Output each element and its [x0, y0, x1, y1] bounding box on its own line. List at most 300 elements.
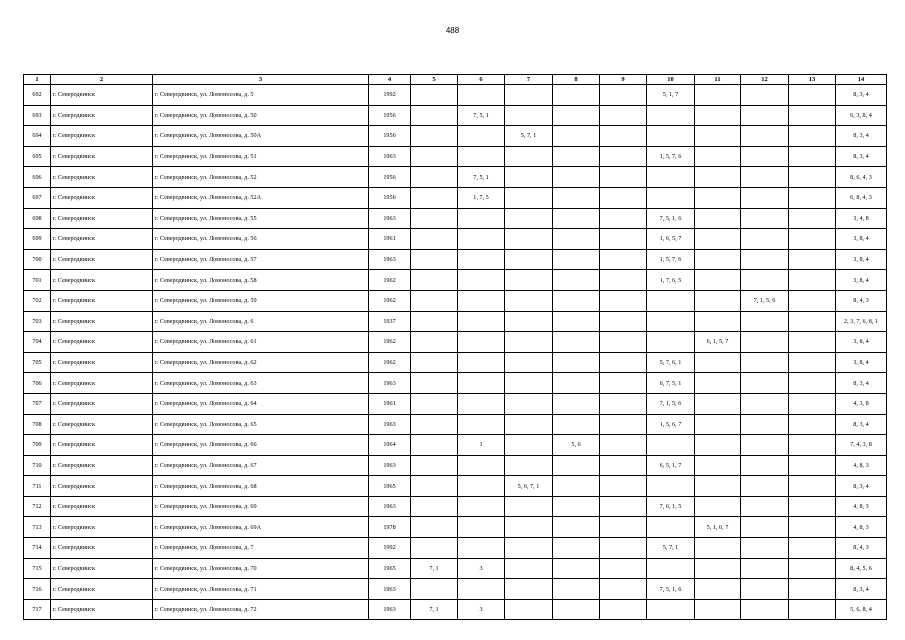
cell-col-7: [505, 558, 553, 579]
cell-col-13: [789, 311, 836, 332]
cell-col-11: [695, 167, 741, 188]
cell-address: г. Северодвинск, ул. Ломоносова, д. 72: [153, 599, 369, 620]
cell-year: 1962: [369, 270, 411, 291]
cell-col-14: 6, 8, 4, 3: [836, 187, 887, 208]
cell-row-number: 697: [24, 187, 51, 208]
cell-address: г. Северодвинск, ул. Ломоносова, д. 6: [153, 311, 369, 332]
cell-address: г. Северодвинск, ул. Ломоносова, д. 5: [153, 85, 369, 106]
cell-col-12: [741, 270, 789, 291]
cell-col-7: [505, 435, 553, 456]
cell-col-13: [789, 270, 836, 291]
table-row: [24, 476, 887, 497]
cell-year: 1992: [369, 85, 411, 106]
cell-col-14: 3, 8, 4: [836, 229, 887, 250]
cell-col-8: [553, 517, 600, 538]
cell-col-8: [553, 85, 600, 106]
cell-row-number: 714: [24, 538, 51, 559]
cell-col-6: [458, 290, 505, 311]
cell-col-10: 1, 5, 7, 6: [647, 249, 695, 270]
cell-col-9: [600, 538, 647, 559]
cell-col-13: [789, 332, 836, 353]
cell-col-6: [458, 270, 505, 291]
cell-col-14: 3, 4, 8: [836, 208, 887, 229]
cell-col-14: 2, 3, 7, 6, 8, 1: [836, 311, 887, 332]
cell-address: г. Северодвинск, ул. Ломоносова, д. 58: [153, 270, 369, 291]
cell-col-11: 5, 1, 6, 7: [695, 517, 741, 538]
cell-col-7: [505, 229, 553, 250]
cell-col-5: [411, 270, 458, 291]
cell-col-7: [505, 393, 553, 414]
cell-col-13: [789, 290, 836, 311]
cell-col-5: [411, 146, 458, 167]
table-row: [24, 208, 887, 229]
table-row: [24, 435, 887, 456]
cell-col-11: [695, 208, 741, 229]
cell-col-12: [741, 393, 789, 414]
cell-year: 1956: [369, 167, 411, 188]
cell-year: 1956: [369, 105, 411, 126]
cell-col-6: 3: [458, 558, 505, 579]
cell-year: 1962: [369, 290, 411, 311]
cell-col-13: [789, 517, 836, 538]
cell-col-12: [741, 105, 789, 126]
cell-col-5: [411, 187, 458, 208]
cell-year: 1965: [369, 476, 411, 497]
cell-col-8: [553, 187, 600, 208]
cell-col-8: [553, 476, 600, 497]
cell-row-number: 715: [24, 558, 51, 579]
address-register-table: [23, 74, 887, 620]
cell-col-6: [458, 249, 505, 270]
cell-city: г. Северодвинск: [51, 187, 153, 208]
cell-col-12: [741, 414, 789, 435]
cell-city: г. Северодвинск: [51, 167, 153, 188]
cell-col-14: 3, 8, 4: [836, 270, 887, 291]
cell-col-14: 3, 8, 4: [836, 352, 887, 373]
cell-col-8: [553, 311, 600, 332]
cell-col-6: 7, 5, 1: [458, 167, 505, 188]
cell-col-9: [600, 558, 647, 579]
cell-col-7: [505, 517, 553, 538]
cell-year: 1961: [369, 229, 411, 250]
cell-col-6: [458, 311, 505, 332]
cell-col-10: [647, 558, 695, 579]
cell-col-9: [600, 208, 647, 229]
cell-year: 1956: [369, 187, 411, 208]
cell-col-10: 5, 1, 7: [647, 85, 695, 106]
cell-city: г. Северодвинск: [51, 352, 153, 373]
cell-col-14: 8, 4, 5, 6: [836, 558, 887, 579]
cell-col-14: 8, 3, 4: [836, 476, 887, 497]
cell-col-9: [600, 373, 647, 394]
cell-col-6: [458, 332, 505, 353]
cell-col-6: [458, 579, 505, 600]
cell-col-5: [411, 311, 458, 332]
cell-col-5: [411, 455, 458, 476]
table-row: [24, 105, 887, 126]
cell-col-11: [695, 352, 741, 373]
cell-col-11: [695, 126, 741, 147]
cell-city: г. Северодвинск: [51, 579, 153, 600]
cell-col-14: 4, 8, 3: [836, 517, 887, 538]
cell-col-11: [695, 538, 741, 559]
cell-col-9: [600, 311, 647, 332]
cell-col-11: [695, 599, 741, 620]
cell-row-number: 696: [24, 167, 51, 188]
cell-col-12: [741, 208, 789, 229]
table-row: [24, 126, 887, 147]
cell-col-6: [458, 496, 505, 517]
cell-col-13: [789, 146, 836, 167]
cell-col-14: 8, 4, 3: [836, 290, 887, 311]
cell-col-5: 7, 1: [411, 599, 458, 620]
cell-row-number: 709: [24, 435, 51, 456]
cell-year: 1961: [369, 393, 411, 414]
cell-col-9: [600, 579, 647, 600]
cell-col-11: [695, 85, 741, 106]
cell-col-7: 5, 6, 7, 1: [505, 476, 553, 497]
column-header-11: 11: [695, 75, 741, 85]
cell-col-12: [741, 167, 789, 188]
cell-year: 1937: [369, 311, 411, 332]
cell-col-14: 8, 3, 4: [836, 373, 887, 394]
cell-col-13: [789, 187, 836, 208]
cell-col-9: [600, 270, 647, 291]
cell-col-9: [600, 414, 647, 435]
cell-row-number: 705: [24, 352, 51, 373]
cell-col-10: [647, 476, 695, 497]
table-row: [24, 146, 887, 167]
cell-col-10: 1, 6, 5, 7: [647, 229, 695, 250]
cell-city: г. Северодвинск: [51, 455, 153, 476]
cell-col-11: [695, 414, 741, 435]
cell-col-8: [553, 373, 600, 394]
cell-col-9: [600, 290, 647, 311]
cell-col-8: [553, 538, 600, 559]
cell-col-10: 7, 6, 1, 5: [647, 496, 695, 517]
cell-row-number: 713: [24, 517, 51, 538]
cell-city: г. Северодвинск: [51, 435, 153, 456]
cell-address: г. Северодвинск, ул. Ломоносова, д. 57: [153, 249, 369, 270]
cell-year: 1963: [369, 496, 411, 517]
table-row: [24, 167, 887, 188]
cell-row-number: 701: [24, 270, 51, 291]
cell-col-12: [741, 332, 789, 353]
cell-col-9: [600, 496, 647, 517]
cell-address: г. Северодвинск, ул. Ломоносова, д. 7: [153, 538, 369, 559]
cell-col-9: [600, 599, 647, 620]
cell-col-7: [505, 311, 553, 332]
column-header-13: 13: [789, 75, 836, 85]
cell-col-14: 4, 8, 3: [836, 455, 887, 476]
cell-col-10: [647, 435, 695, 456]
table-row: [24, 311, 887, 332]
cell-col-10: 7, 5, 1, 6: [647, 579, 695, 600]
column-header-5: 5: [411, 75, 458, 85]
cell-col-10: [647, 311, 695, 332]
cell-col-6: [458, 146, 505, 167]
cell-row-number: 700: [24, 249, 51, 270]
cell-col-13: [789, 352, 836, 373]
cell-col-5: [411, 517, 458, 538]
cell-row-number: 699: [24, 229, 51, 250]
cell-col-8: 5, 6: [553, 435, 600, 456]
cell-col-5: 7, 1: [411, 558, 458, 579]
cell-col-6: 1, 7, 5: [458, 187, 505, 208]
cell-col-7: [505, 332, 553, 353]
table-row: [24, 579, 887, 600]
cell-col-9: [600, 352, 647, 373]
cell-col-5: [411, 167, 458, 188]
column-header-3: 3: [153, 75, 369, 85]
cell-col-12: [741, 373, 789, 394]
column-header-1: 1: [24, 75, 51, 85]
cell-col-5: [411, 249, 458, 270]
cell-col-12: [741, 249, 789, 270]
cell-col-9: [600, 126, 647, 147]
cell-address: г. Северодвинск, ул. Ломоносова, д. 55: [153, 208, 369, 229]
cell-address: г. Северодвинск, ул. Ломоносова, д. 61: [153, 332, 369, 353]
cell-col-5: [411, 229, 458, 250]
cell-col-7: [505, 352, 553, 373]
cell-col-7: [505, 373, 553, 394]
cell-col-13: [789, 435, 836, 456]
cell-col-13: [789, 373, 836, 394]
cell-col-13: [789, 579, 836, 600]
cell-address: г. Северодвинск, ул. Ломоносова, д. 70: [153, 558, 369, 579]
cell-col-9: [600, 455, 647, 476]
cell-col-12: [741, 146, 789, 167]
cell-col-8: [553, 496, 600, 517]
cell-col-8: [553, 249, 600, 270]
cell-col-11: 6, 1, 5, 7: [695, 332, 741, 353]
cell-col-11: [695, 187, 741, 208]
cell-col-7: [505, 290, 553, 311]
cell-col-13: [789, 126, 836, 147]
cell-year: 1992: [369, 538, 411, 559]
cell-col-5: [411, 85, 458, 106]
cell-city: г. Северодвинск: [51, 105, 153, 126]
cell-col-5: [411, 373, 458, 394]
cell-row-number: 703: [24, 311, 51, 332]
cell-col-6: [458, 455, 505, 476]
cell-city: г. Северодвинск: [51, 476, 153, 497]
cell-col-11: [695, 311, 741, 332]
cell-city: г. Северодвинск: [51, 126, 153, 147]
cell-col-13: [789, 229, 836, 250]
cell-col-9: [600, 476, 647, 497]
cell-col-14: 3, 8, 4: [836, 249, 887, 270]
column-header-7: 7: [505, 75, 553, 85]
cell-col-12: [741, 538, 789, 559]
cell-col-13: [789, 558, 836, 579]
cell-city: г. Северодвинск: [51, 517, 153, 538]
cell-col-13: [789, 105, 836, 126]
cell-col-11: [695, 270, 741, 291]
cell-row-number: 692: [24, 85, 51, 106]
cell-col-8: [553, 270, 600, 291]
cell-col-12: [741, 352, 789, 373]
cell-col-7: [505, 496, 553, 517]
cell-year: 1956: [369, 126, 411, 147]
cell-col-9: [600, 146, 647, 167]
cell-col-11: [695, 476, 741, 497]
cell-col-11: [695, 373, 741, 394]
cell-col-12: [741, 476, 789, 497]
cell-col-5: [411, 393, 458, 414]
cell-address: г. Северодвинск, ул. Ломоносова, д. 68: [153, 476, 369, 497]
table-row: [24, 270, 887, 291]
cell-address: г. Северодвинск, ул. Ломоносова, д. 63: [153, 373, 369, 394]
cell-col-10: [647, 290, 695, 311]
cell-col-8: [553, 208, 600, 229]
column-header-4: 4: [369, 75, 411, 85]
table-row: [24, 187, 887, 208]
cell-col-6: [458, 476, 505, 497]
cell-year: 1963: [369, 455, 411, 476]
table-row: [24, 290, 887, 311]
table-row: [24, 414, 887, 435]
cell-col-10: 5, 7, 6, 1: [647, 352, 695, 373]
cell-col-12: [741, 496, 789, 517]
cell-col-6: [458, 517, 505, 538]
cell-address: г. Северодвинск, ул. Ломоносова, д. 66: [153, 435, 369, 456]
cell-col-11: [695, 290, 741, 311]
cell-col-11: [695, 393, 741, 414]
cell-col-8: [553, 414, 600, 435]
cell-col-5: [411, 332, 458, 353]
table-row: [24, 352, 887, 373]
cell-col-8: [553, 599, 600, 620]
cell-col-10: 1, 5, 7, 6: [647, 146, 695, 167]
cell-col-9: [600, 517, 647, 538]
cell-col-7: [505, 208, 553, 229]
cell-col-14: 8, 3, 4: [836, 126, 887, 147]
cell-year: 1963: [369, 146, 411, 167]
cell-year: 1978: [369, 517, 411, 538]
cell-col-8: [553, 167, 600, 188]
cell-col-14: 7, 4, 3, 8: [836, 435, 887, 456]
cell-col-9: [600, 167, 647, 188]
cell-col-10: 1, 7, 6, 5: [647, 270, 695, 291]
cell-address: г. Северодвинск, ул. Ломоносова, д. 69А: [153, 517, 369, 538]
cell-col-7: [505, 167, 553, 188]
cell-city: г. Северодвинск: [51, 229, 153, 250]
cell-row-number: 717: [24, 599, 51, 620]
cell-row-number: 694: [24, 126, 51, 147]
cell-col-12: [741, 229, 789, 250]
cell-col-13: [789, 476, 836, 497]
table-row: [24, 517, 887, 538]
cell-col-13: [789, 167, 836, 188]
cell-col-6: [458, 126, 505, 147]
cell-row-number: 711: [24, 476, 51, 497]
cell-col-14: 5, 6, 8, 4: [836, 599, 887, 620]
column-header-10: 10: [647, 75, 695, 85]
cell-col-11: [695, 558, 741, 579]
cell-col-11: [695, 579, 741, 600]
cell-col-7: [505, 538, 553, 559]
table-row: [24, 558, 887, 579]
cell-col-12: [741, 435, 789, 456]
cell-row-number: 702: [24, 290, 51, 311]
cell-col-8: [553, 393, 600, 414]
cell-col-10: 7, 1, 5, 6: [647, 393, 695, 414]
cell-address: г. Северодвинск, ул. Ломоносова, д. 64: [153, 393, 369, 414]
cell-address: г. Северодвинск, ул. Ломоносова, д. 69: [153, 496, 369, 517]
table-row: [24, 249, 887, 270]
cell-col-9: [600, 249, 647, 270]
cell-col-12: [741, 126, 789, 147]
cell-city: г. Северодвинск: [51, 496, 153, 517]
cell-col-8: [553, 332, 600, 353]
cell-col-13: [789, 496, 836, 517]
cell-col-13: [789, 393, 836, 414]
cell-col-10: [647, 105, 695, 126]
table-row: [24, 599, 887, 620]
cell-col-14: 3, 8, 4: [836, 332, 887, 353]
cell-col-5: [411, 208, 458, 229]
cell-year: 1962: [369, 332, 411, 353]
cell-col-12: [741, 187, 789, 208]
cell-year: 1963: [369, 579, 411, 600]
cell-col-12: [741, 579, 789, 600]
cell-col-6: [458, 208, 505, 229]
column-header-9: 9: [600, 75, 647, 85]
cell-col-9: [600, 85, 647, 106]
cell-col-6: [458, 414, 505, 435]
cell-col-10: [647, 126, 695, 147]
cell-city: г. Северодвинск: [51, 373, 153, 394]
cell-col-11: [695, 435, 741, 456]
cell-col-13: [789, 538, 836, 559]
cell-row-number: 707: [24, 393, 51, 414]
cell-col-14: 8, 3, 4: [836, 146, 887, 167]
cell-col-14: 6, 3, 8, 4: [836, 105, 887, 126]
cell-row-number: 698: [24, 208, 51, 229]
cell-year: 1963: [369, 373, 411, 394]
cell-city: г. Северодвинск: [51, 290, 153, 311]
cell-col-13: [789, 208, 836, 229]
cell-row-number: 716: [24, 579, 51, 600]
cell-col-7: 5, 7, 1: [505, 126, 553, 147]
cell-col-6: [458, 538, 505, 559]
cell-col-14: 8, 6, 4, 3: [836, 167, 887, 188]
cell-col-11: [695, 229, 741, 250]
cell-col-14: 8, 3, 4: [836, 579, 887, 600]
cell-col-6: 7, 5, 1: [458, 105, 505, 126]
cell-address: г. Северодвинск, ул. Ломоносова, д. 59: [153, 290, 369, 311]
cell-col-6: 1: [458, 435, 505, 456]
cell-col-8: [553, 579, 600, 600]
cell-col-11: [695, 455, 741, 476]
cell-col-7: [505, 187, 553, 208]
cell-col-6: [458, 229, 505, 250]
cell-col-9: [600, 187, 647, 208]
cell-col-10: 5, 7, 1: [647, 538, 695, 559]
cell-city: г. Северодвинск: [51, 146, 153, 167]
table-row: [24, 496, 887, 517]
cell-col-7: [505, 599, 553, 620]
cell-col-8: [553, 126, 600, 147]
cell-col-8: [553, 290, 600, 311]
cell-col-7: [505, 455, 553, 476]
cell-col-7: [505, 249, 553, 270]
cell-address: г. Северодвинск, ул. Ломоносова, д. 51: [153, 146, 369, 167]
cell-address: г. Северодвинск, ул. Ломоносова, д. 65: [153, 414, 369, 435]
cell-col-8: [553, 146, 600, 167]
cell-year: 1963: [369, 249, 411, 270]
